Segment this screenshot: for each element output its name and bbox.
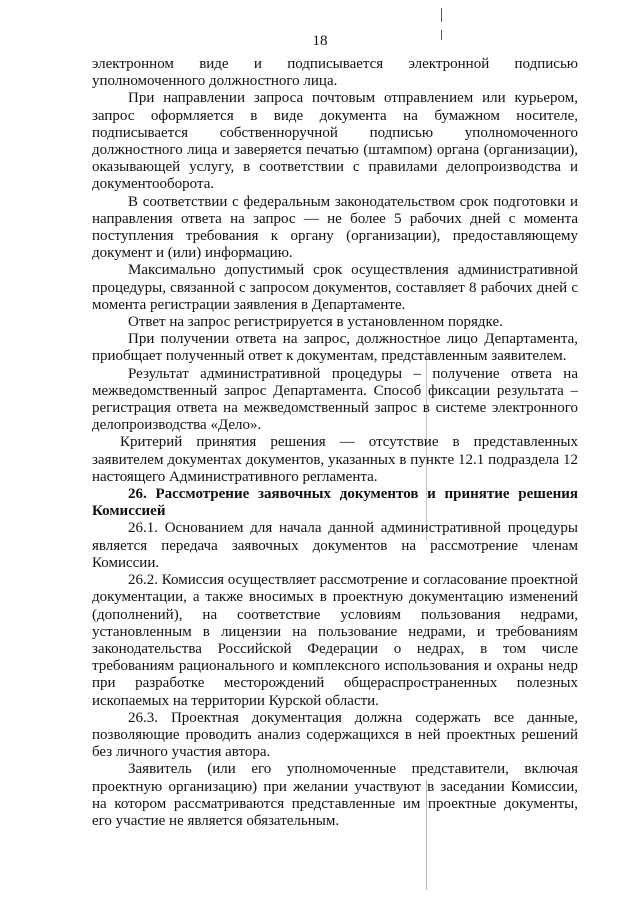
paragraph: 26.1. Основанием для начала данной административной процедуры является передача заявочных документов на рассмотрение членам Комиссии. [92, 520, 578, 571]
paragraph: Заявитель (или его уполномоченные представители, включая проектную организацию) при желании участвуют в заседании Комиссии, на котором рассматриваются представленные им проектные документы, его участие не является обязательным. [92, 761, 578, 829]
paragraph: Ответ на запрос регистрируется в установленном порядке. [128, 314, 503, 331]
paragraph: В соответствии с федеральным законодательством срок подготовки и направления ответа на запрос — не более 5 рабочих дней с момента поступления требования к органу (организации), предоставляющему документ и (или) информацию. [92, 193, 578, 262]
paragraph: Критерий принятия решения — отсутствие в представленных заявителем документах документов, указанных в пункте 12.1 подраздела 12 настоящего Административного регламента. [92, 434, 578, 485]
paragraph: При направлении запроса почтовым отправлением или курьером, запрос оформляется в виде документа на бумажном носителе, подписывается собственноручной подписью уполномоченного должностного лица и заверяется печатью (штампом) органа (организации), оказывающей услугу, в соответствии с правилами делопроизводства и документооборота. [92, 90, 578, 193]
scan-artifact-top [441, 8, 442, 22]
paragraph: электронном виде и подписывается электронной подписью уполномоченного должностного лица. [92, 56, 578, 90]
paragraph: 26.3. Проектная документация должна содержать все данные, позволяющие проводить анализ содержащихся в ней проектных решений без личного участия автора. [92, 709, 578, 761]
paragraph: При получении ответа на запрос, должностное лицо Департамента, приобщает полученный ответ к документам, представленным заявителем. [92, 331, 578, 365]
section-heading: 26. Рассмотрение заявочных документов и принятие решения Комиссией [92, 486, 578, 520]
paragraph: Максимально допустимый срок осуществления административной процедуры, связанной с запросом документов, составляет 8 рабочих дней с момента регистрации заявления в Департаменте. [92, 262, 578, 313]
document-body [92, 56, 578, 830]
scan-artifact-top-2 [441, 30, 442, 40]
paragraph: 26.2. Комиссия осуществляет рассмотрение и согласование проектной документации, а также вносимых в проектную документацию изменений (дополнений), на соответствие условиям пользования недрами, установленным в лицензии на пользование недрами, и требованиям законодательства Российской Федерации о недрах, в том числе требованиям рационального и комплексного использования и охраны недр при разработке месторождений общераспространенных полезных ископаемых на территории Курской области. [92, 572, 578, 709]
page-number: 18 [312, 33, 328, 49]
paragraph: Результат административной процедуры – получение ответа на межведомственный запрос Департамента. Способ фиксации результата – регистрация ответа на межведомственный запрос в системе электронного делопроизводства «Дело». [92, 365, 578, 434]
